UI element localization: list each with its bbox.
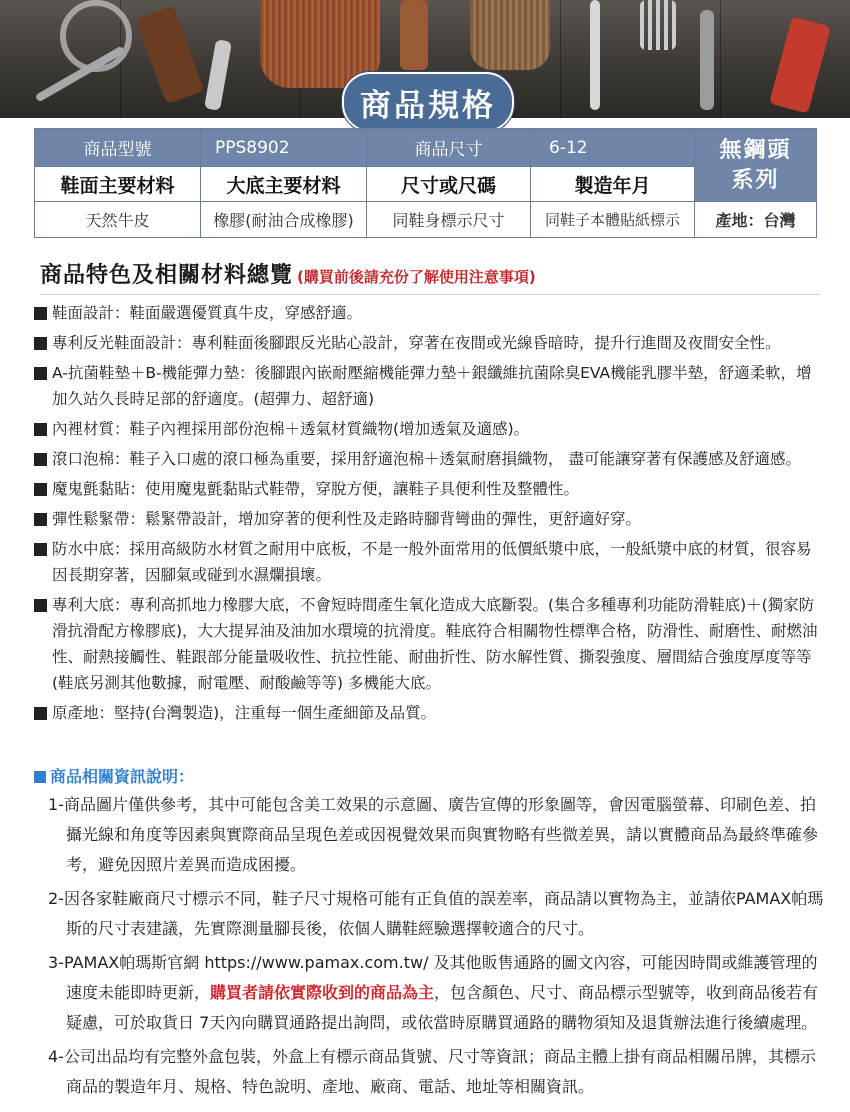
model-label: 商品型號 [35,129,201,167]
purchase-note: (購買前後請充份了解使用注意事項) [297,268,536,286]
feature-list [34,300,824,730]
spec-table [34,128,817,238]
spec-header-cell: 大底主要材料 [201,167,367,202]
bullet-square-icon [34,307,47,320]
knife-handle-icon [400,0,428,70]
bullet-square-icon [34,771,46,783]
highlight-notice: 購買者請依實際收到的商品為主 [210,983,435,1002]
thread-spool-icon [470,0,550,70]
feature-item: 專利大底：專利高抓地力橡膠大底，不會短時間產生氧化造成大底斷裂。(集合多種專利功能防滑鞋底)＋(獨家防滑抗滑配方橡膠底)，大大提昇油及油加水環境的抗滑度。鞋底符合相關物性標準合格，防滑性、耐磨性、耐燃油性、耐熱接觸性、鞋跟部分能量吸收性、抗拉性能、耐曲折性、防水解性質、撕裂強度、層間結合強度厚度等等 (鞋底另測其他數據，耐電壓、耐酸鹼等等) 多機能大底。 [34,592,824,696]
feature-item: 彈性鬆緊帶：鬆緊帶設計，增加穿著的便利性及走路時腳背彎曲的彈性，更舒適好穿。 [34,506,824,532]
spec-title-badge: 商品規格 [342,72,514,132]
feature-item: 專利反光鞋面設計：專利鞋面後腳跟反光貼心設計，穿著在夜間或光線昏暗時，提升行進間及夜間安全性。 [34,330,824,356]
spec-value-cell: 橡膠(耐油合成橡膠) [201,202,367,238]
note-item: 4-公司出品均有完整外盒包裝，外盒上有標示商品貨號、尺寸等資訊；商品主體上掛有商品相關吊牌，其標示商品的製造年月、規格、特色說明、產地、廠商、電話、地址等相關資訊。 [48,1047,816,1096]
bullet-square-icon [34,599,47,612]
spec-value-cell: 同鞋子本體貼紙標示 [531,202,695,238]
note-item: 1-商品圖片僅供參考，其中可能包含美工效果的示意圖、廣告宣傳的形象圖等，會因電腦螢幕、印刷色差、拍攝光線和角度等因素與實際商品呈現色差或因視覺效果而與實物略有些微差異，請以實體商品為最終準確參考，避免因照片差異而造成困擾。 [48,795,819,874]
blade-icon [204,39,232,111]
series-text: 無鋼頭系列 [719,137,792,193]
spec-header-cell: 尺寸或尺碼 [367,167,531,202]
origin-cell: 產地：台灣 [695,202,817,238]
model-value: PPS8902 [201,129,367,167]
bullet-square-icon [34,483,47,496]
wood-plank-line [560,0,561,118]
features-heading [40,258,820,295]
punch-tool-icon [700,10,714,110]
feature-item: 內裡材質：鞋子內裡採用部份泡棉＋透氣材質織物(增加透氣及適感)。 [34,416,824,442]
spec-value-cell: 同鞋身標示尺寸 [367,202,531,238]
feature-item: A-抗菌鞋墊＋B-機能彈力墊：後腳跟內嵌耐壓縮機能彈力墊＋銀纖維抗菌除臭EVA機能乳膠半墊，舒適柔軟，增加久站久長時足部的舒適度。(超彈力、超舒適) [34,360,824,412]
spec-header-cell: 製造年月 [531,167,695,202]
wood-plank-line [720,0,721,118]
feature-item: 魔鬼氈黏貼：使用魔鬼氈黏貼式鞋帶，穿脫方便，讓鞋子具便利性及整體性。 [34,476,824,502]
note-item: 2-因各家鞋廠商尺寸標示不同，鞋子尺寸規格可能有正負值的誤差率，商品請以實物為主，並請依PAMAX帕瑪斯的尺寸表建議，先實際測量腳長後，依個人購鞋經驗選擇較適合的尺寸。 [48,889,824,938]
feature-item: 鞋面設計：鞋面嚴選優質真牛皮，穿感舒適。 [34,300,824,326]
bullet-square-icon [34,707,47,720]
bullet-square-icon [34,543,47,556]
feature-item: 滾口泡棉：鞋子入口處的滾口極為重要，採用舒適泡棉＋透氣耐磨損織物， 盡可能讓穿著有保護感及舒適感。 [34,446,824,472]
bullet-square-icon [34,453,47,466]
bullet-square-icon [34,513,47,526]
notes-list [48,790,828,1106]
related-info-heading: 商品相關資訊說明： [34,764,194,787]
note-item: 3-PAMAX帕瑪斯官網 https://www.pamax.com.tw/ 及其他販售通路的圖文內容，可能因時間或維護管理的速度未能即時更新，購買者請依實際收到的商品為主，包含顏色、尺寸、商品標示型號等，收到商品後若有疑慮，可於取貨日 7天內向購買通路提出詢問，或依當時原購買通路的購物須知及退貨辦法進行後續處理。 [48,953,819,1032]
pliers-icon [769,16,831,113]
bullet-square-icon [34,423,47,436]
feature-item: 原產地：堅持(台灣製造)，注重每一個生產細節及品質。 [34,700,824,726]
fork-tool-icon [640,0,676,50]
spec-value-cell: 天然牛皮 [35,202,201,238]
rod-tool-icon [590,0,600,110]
series-label [695,129,817,202]
bullet-square-icon [34,367,47,380]
bullet-square-icon [34,337,47,350]
spec-header-cell: 鞋面主要材料 [35,167,201,202]
size-value: 6-12 [531,129,695,167]
feature-item: 防水中底：採用高級防水材質之耐用中底板，不是一般外面常用的低價紙漿中底，一般紙漿中底的材質，很容易因長期穿著，因腳氣或碰到水濕爛損壞。 [34,536,824,588]
size-label: 商品尺寸 [367,129,531,167]
awl-handle-icon [136,6,204,104]
features-title: 商品特色及相關材料總覽 [40,263,294,288]
